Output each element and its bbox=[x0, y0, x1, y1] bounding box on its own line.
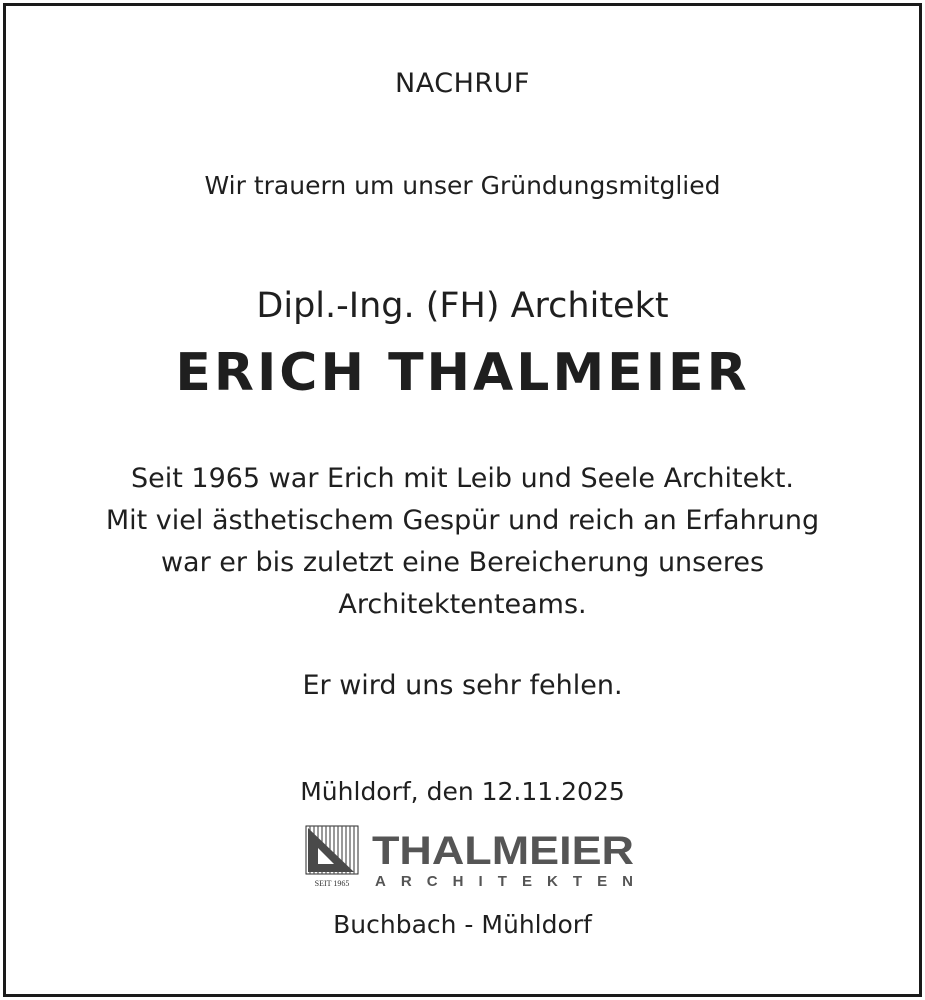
tribute-line: Mit viel ästhetischem Gespür und reich an Erfahrung bbox=[105, 505, 820, 536]
tribute-text bbox=[6, 458, 919, 626]
tribute-line: war er bis zuletzt eine Bereicherung unseres bbox=[160, 547, 765, 578]
logo-name: THALMEIER bbox=[372, 829, 635, 873]
logo-subline: ARCHITEKTEN bbox=[375, 873, 633, 890]
company-logo bbox=[302, 822, 642, 892]
intro-text: Wir trauern um unser Gründungsmitglied bbox=[204, 171, 721, 200]
place-date: Mühldorf, den 12.11.2025 bbox=[300, 777, 625, 806]
tribute-line: Architektenteams. bbox=[338, 589, 587, 620]
notice-heading: NACHRUF bbox=[395, 68, 530, 99]
closing-text: Er wird uns sehr fehlen. bbox=[302, 670, 623, 701]
deceased-name: ERICH THALMEIER bbox=[175, 343, 750, 403]
obituary-notice bbox=[3, 3, 922, 997]
logo-since: SEIT 1965 bbox=[314, 879, 350, 888]
tribute-line: Seit 1965 war Erich mit Leib und Seele Architekt. bbox=[130, 463, 795, 494]
academic-title: Dipl.-Ing. (FH) Architekt bbox=[256, 286, 669, 326]
company-locations: Buchbach - Mühldorf bbox=[333, 910, 592, 939]
company-logo-graphic bbox=[302, 822, 642, 892]
triangle-ruler-icon bbox=[306, 826, 358, 874]
